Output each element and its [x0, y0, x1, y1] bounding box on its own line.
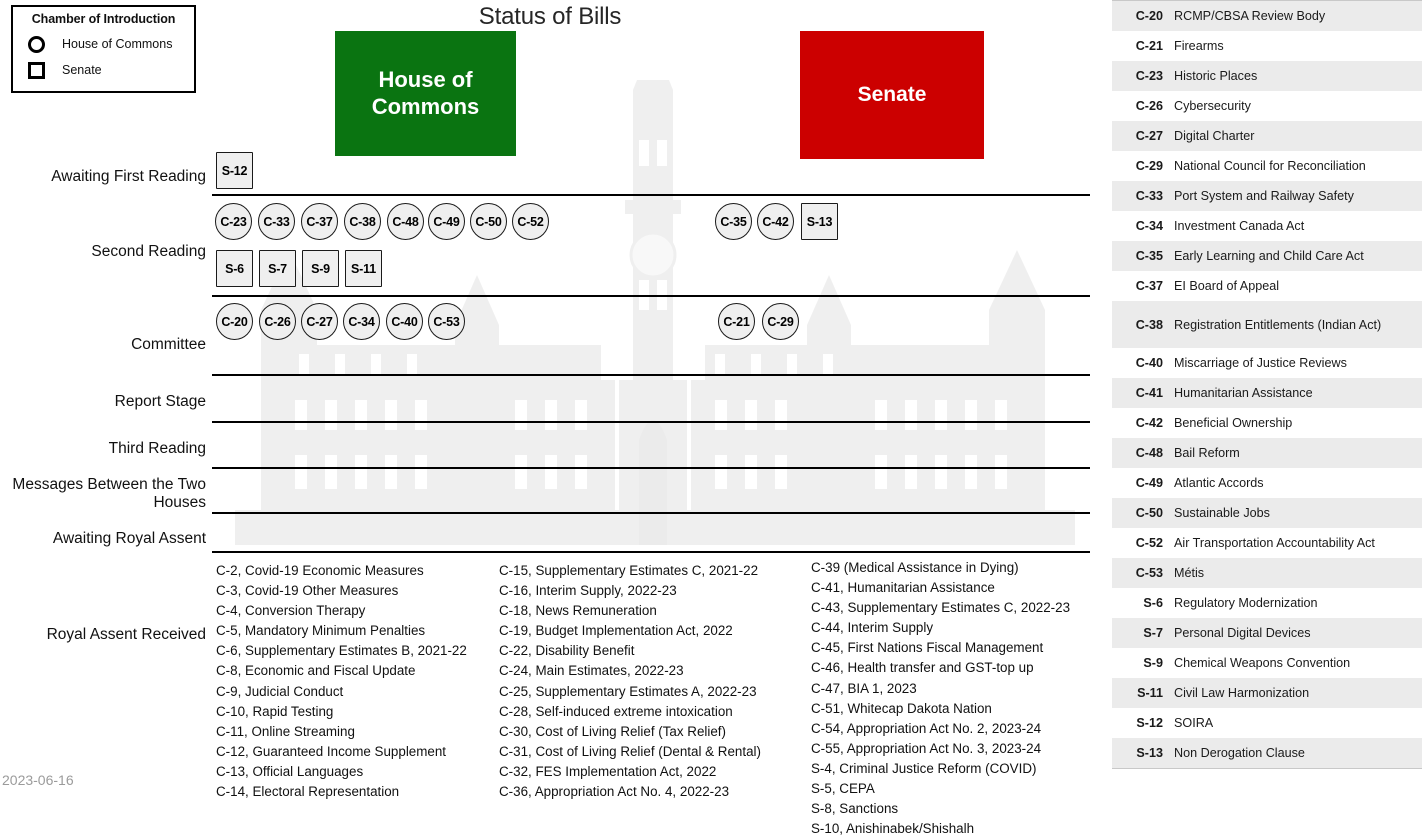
- separator-line: [212, 374, 1090, 376]
- royal-assent-item: C-45, First Nations Fiscal Management: [811, 640, 1044, 656]
- stage-label-column: [0, 0, 215, 802]
- royal-assent-item: C-25, Supplementary Estimates A, 2022-23: [499, 683, 757, 699]
- royal-assent-column-3: [811, 558, 1070, 839]
- bill-short-title: Bail Reform: [1174, 446, 1240, 460]
- royal-assent-item: C-6, Supplementary Estimates B, 2021-22: [216, 643, 467, 659]
- bill-reference-row[interactable]: [1112, 301, 1422, 348]
- bill-reference-row[interactable]: [1112, 438, 1422, 468]
- royal-assent-item: C-46, Health transfer and GST-top up: [811, 660, 1034, 676]
- bill-marker-s-7[interactable]: S-7: [259, 250, 296, 287]
- royal-assent-item: C-11, Online Streaming: [216, 723, 355, 739]
- legend-item-house-of-commons: [21, 31, 186, 57]
- bill-number: C-23: [1135, 69, 1163, 83]
- bill-short-title: RCMP/CBSA Review Body: [1174, 9, 1326, 23]
- bill-marker-c-49[interactable]: C-49: [428, 203, 465, 240]
- bill-short-title: Historic Places: [1174, 69, 1258, 83]
- royal-assent-item: C-3, Covid-19 Other Measures: [216, 583, 399, 599]
- bill-reference-row[interactable]: [1112, 241, 1422, 271]
- bill-number: S-11: [1137, 686, 1163, 700]
- bill-number: C-49: [1135, 476, 1163, 490]
- royal-assent-item: C-24, Main Estimates, 2022-23: [499, 663, 684, 679]
- bill-short-title: Civil Law Harmonization: [1174, 686, 1310, 700]
- bill-marker-c-33[interactable]: C-33: [258, 203, 295, 240]
- bill-marker-c-53[interactable]: C-53: [428, 303, 465, 340]
- royal-assent-column-2: [499, 561, 761, 802]
- stage-label-messages-between-the-two-houses: Messages Between the Two Houses: [12, 476, 206, 512]
- bill-reference-row[interactable]: [1112, 738, 1422, 768]
- bill-reference-row[interactable]: [1112, 151, 1422, 181]
- royal-assent-item: C-16, Interim Supply, 2022-23: [499, 583, 677, 599]
- royal-assent-item: S-10, Anishinabek/Shishalh: [811, 821, 975, 837]
- bill-marker-c-50[interactable]: C-50: [470, 203, 507, 240]
- bill-marker-s-6[interactable]: S-6: [216, 250, 253, 287]
- legend-item-label: Senate: [62, 63, 102, 77]
- bill-number: C-53: [1135, 566, 1163, 580]
- bill-number: C-37: [1135, 279, 1163, 293]
- separator-line: [212, 295, 1090, 297]
- bill-number: C-26: [1135, 99, 1163, 113]
- circle-icon: [21, 36, 62, 53]
- royal-assent-item: C-41, Humanitarian Assistance: [811, 580, 995, 596]
- bill-short-title: Humanitarian Assistance: [1174, 386, 1313, 400]
- bill-reference-row[interactable]: [1112, 91, 1422, 121]
- royal-assent-item: C-14, Electoral Representation: [216, 784, 400, 800]
- bill-marker-c-29[interactable]: C-29: [762, 303, 799, 340]
- bill-reference-row[interactable]: [1112, 408, 1422, 438]
- bill-short-title: Registration Entitlements (Indian Act): [1174, 317, 1382, 332]
- legend-title: Chamber of Introduction: [31, 12, 176, 26]
- royal-assent-item: C-36, Appropriation Act No. 4, 2022-23: [499, 784, 730, 800]
- bill-marker-c-26[interactable]: C-26: [259, 303, 296, 340]
- stage-label-report-stage: Report Stage: [114, 393, 206, 410]
- bill-marker-c-40[interactable]: C-40: [386, 303, 423, 340]
- royal-assent-item: C-43, Supplementary Estimates C, 2022-23: [811, 600, 1071, 616]
- bill-number: C-41: [1135, 386, 1163, 400]
- separator-line: [212, 421, 1090, 423]
- royal-assent-item: C-15, Supplementary Estimates C, 2021-22: [499, 563, 759, 578]
- royal-assent-item: C-54, Appropriation Act No. 2, 2023-24: [811, 720, 1042, 736]
- bill-short-title: National Council for Reconciliation: [1174, 159, 1366, 173]
- date-stamp: 2023-06-16: [2, 772, 74, 788]
- banner-senate: [800, 31, 984, 159]
- bill-marker-c-23[interactable]: C-23: [215, 203, 252, 240]
- bill-marker-s-13[interactable]: S-13: [801, 203, 838, 240]
- separator-line: [212, 551, 1090, 553]
- royal-assent-item: C-13, Official Languages: [216, 763, 364, 779]
- royal-assent-item: C-2, Covid-19 Economic Measures: [216, 563, 424, 578]
- royal-assent-item: C-10, Rapid Testing: [216, 703, 334, 719]
- bill-short-title: Regulatory Modernization: [1174, 596, 1318, 610]
- bill-reference-row[interactable]: [1112, 31, 1422, 61]
- royal-assent-column-1: [216, 561, 467, 802]
- banner-hoc-line1: House of: [378, 66, 473, 92]
- bill-number: C-50: [1135, 506, 1163, 520]
- bill-reference-row[interactable]: [1112, 181, 1422, 211]
- bill-short-title: Métis: [1174, 566, 1205, 580]
- royal-assent-item: C-44, Interim Supply: [811, 620, 934, 636]
- separator-line: [212, 512, 1090, 514]
- royal-assent-item: C-32, FES Implementation Act, 2022: [499, 763, 717, 779]
- bill-short-title: Non Derogation Clause: [1174, 746, 1305, 760]
- royal-assent-item: C-4, Conversion Therapy: [216, 603, 366, 619]
- bill-reference-row[interactable]: [1112, 468, 1422, 498]
- banner-hoc-line2: Commons: [371, 93, 480, 119]
- bill-number: S-13: [1136, 746, 1163, 760]
- royal-assent-item: C-12, Guaranteed Income Supplement: [216, 743, 447, 759]
- stage-label-committee: Committee: [131, 336, 206, 353]
- bill-marker-s-11[interactable]: S-11: [345, 250, 382, 287]
- bill-number: S-7: [1143, 626, 1163, 640]
- bill-number: C-42: [1135, 416, 1163, 430]
- royal-assent-item: C-47, BIA 1, 2023: [811, 680, 917, 696]
- bill-number: C-20: [1135, 9, 1163, 23]
- bill-marker-c-37[interactable]: C-37: [301, 203, 338, 240]
- bill-number: S-6: [1143, 596, 1163, 610]
- legend-item-senate: [21, 57, 186, 83]
- banner-house-of-commons: [335, 31, 516, 156]
- separator-line: [212, 467, 1090, 469]
- bill-reference-row[interactable]: [1112, 588, 1422, 618]
- royal-assent-item: C-51, Whitecap Dakota Nation: [811, 700, 992, 716]
- bill-number: C-38: [1135, 317, 1163, 332]
- legend-item-label: House of Commons: [62, 37, 173, 51]
- royal-assent-item: C-28, Self-induced extreme intoxication: [499, 703, 733, 719]
- bill-marker-s-12[interactable]: S-12: [216, 152, 253, 189]
- bill-marker-c-48[interactable]: C-48: [387, 203, 424, 240]
- royal-assent-item: C-30, Cost of Living Relief (Tax Relief): [499, 723, 726, 739]
- bill-short-title: Miscarriage of Justice Reviews: [1174, 356, 1347, 370]
- bill-short-title: Chemical Weapons Convention: [1174, 656, 1351, 670]
- bill-number: S-9: [1143, 656, 1163, 670]
- stage-label-awaiting-first-reading: Awaiting First Reading: [51, 168, 206, 185]
- square-icon: [21, 62, 62, 79]
- bill-number: C-27: [1135, 129, 1163, 143]
- bill-number: C-48: [1135, 446, 1163, 460]
- separator-line: [212, 194, 1090, 196]
- bill-short-title: Personal Digital Devices: [1174, 626, 1311, 640]
- bill-marker-c-21[interactable]: C-21: [718, 303, 755, 340]
- bill-short-title: Digital Charter: [1174, 129, 1255, 143]
- bill-marker-c-52[interactable]: C-52: [512, 203, 549, 240]
- bill-reference-table: [1112, 0, 1422, 769]
- page-title: Status of Bills: [478, 3, 622, 30]
- royal-assent-item: C-31, Cost of Living Relief (Dental & Rental): [499, 743, 761, 759]
- banner-senate-label: Senate: [857, 83, 927, 107]
- bill-number: C-34: [1135, 219, 1163, 233]
- bill-reference-row[interactable]: [1112, 1, 1422, 31]
- stage-label-royal-assent-received: Royal Assent Received: [46, 626, 206, 643]
- bill-marker-c-38[interactable]: C-38: [344, 203, 381, 240]
- legend-chamber-of-introduction: [11, 5, 196, 93]
- royal-assent-item: C-5, Mandatory Minimum Penalties: [216, 623, 426, 639]
- bill-short-title: Atlantic Accords: [1174, 476, 1264, 490]
- royal-assent-item: C-19, Budget Implementation Act, 2022: [499, 623, 733, 639]
- stage-label-second-reading: Second Reading: [91, 243, 206, 260]
- bill-short-title: Investment Canada Act: [1174, 219, 1305, 233]
- royal-assent-item: S-5, CEPA: [811, 781, 875, 797]
- bill-short-title: Sustainable Jobs: [1174, 506, 1270, 520]
- bill-reference-row[interactable]: [1112, 271, 1422, 301]
- bill-short-title: EI Board of Appeal: [1174, 279, 1280, 293]
- bill-number: C-33: [1135, 189, 1163, 203]
- bill-number: C-52: [1135, 536, 1163, 550]
- bill-reference-row[interactable]: [1112, 618, 1422, 648]
- bill-reference-row[interactable]: [1112, 558, 1422, 588]
- royal-assent-item: C-22, Disability Benefit: [499, 643, 635, 659]
- royal-assent-item: C-18, News Remuneration: [499, 603, 657, 619]
- bill-number: C-29: [1135, 159, 1163, 173]
- bill-short-title: Air Transportation Accountability Act: [1174, 536, 1375, 550]
- bill-reference-row[interactable]: [1112, 528, 1422, 558]
- bill-reference-row[interactable]: [1112, 678, 1422, 708]
- bill-reference-row[interactable]: [1112, 378, 1422, 408]
- bill-number: C-35: [1135, 249, 1163, 263]
- bill-number: C-21: [1135, 39, 1163, 53]
- bill-reference-row[interactable]: [1112, 498, 1422, 528]
- bill-number: C-40: [1135, 356, 1163, 370]
- bill-number: S-12: [1136, 716, 1163, 730]
- bill-reference-row[interactable]: [1112, 121, 1422, 151]
- bill-marker-c-27[interactable]: C-27: [301, 303, 338, 340]
- stage-label-awaiting-royal-assent: Awaiting Royal Assent: [52, 530, 206, 547]
- stage-label-third-reading: Third Reading: [108, 440, 206, 457]
- bill-short-title: SOIRA: [1174, 716, 1214, 730]
- bill-short-title: Early Learning and Child Care Act: [1174, 249, 1364, 263]
- bill-marker-c-20[interactable]: C-20: [216, 303, 253, 340]
- royal-assent-item: C-9, Judicial Conduct: [216, 683, 344, 699]
- royal-assent-item: C-39 (Medical Assistance in Dying): [811, 560, 1019, 575]
- bill-short-title: Port System and Railway Safety: [1174, 189, 1354, 203]
- bill-short-title: Cybersecurity: [1174, 99, 1251, 113]
- bill-marker-c-34[interactable]: C-34: [343, 303, 380, 340]
- bill-marker-c-42[interactable]: C-42: [757, 203, 794, 240]
- bill-marker-s-9[interactable]: S-9: [302, 250, 339, 287]
- bill-reference-row[interactable]: [1112, 708, 1422, 738]
- bill-short-title: Beneficial Ownership: [1174, 416, 1293, 430]
- royal-assent-item: C-55, Appropriation Act No. 3, 2023-24: [811, 740, 1042, 756]
- royal-assent-item: S-8, Sanctions: [811, 801, 899, 817]
- royal-assent-item: C-8, Economic and Fiscal Update: [216, 663, 416, 679]
- bill-reference-row[interactable]: [1112, 348, 1422, 378]
- royal-assent-item: S-4, Criminal Justice Reform (COVID): [811, 760, 1037, 776]
- bill-marker-c-35[interactable]: C-35: [715, 203, 752, 240]
- bill-short-title: Firearms: [1174, 39, 1224, 53]
- bill-reference-row[interactable]: [1112, 211, 1422, 241]
- bill-reference-row[interactable]: [1112, 61, 1422, 91]
- bill-reference-row[interactable]: [1112, 648, 1422, 678]
